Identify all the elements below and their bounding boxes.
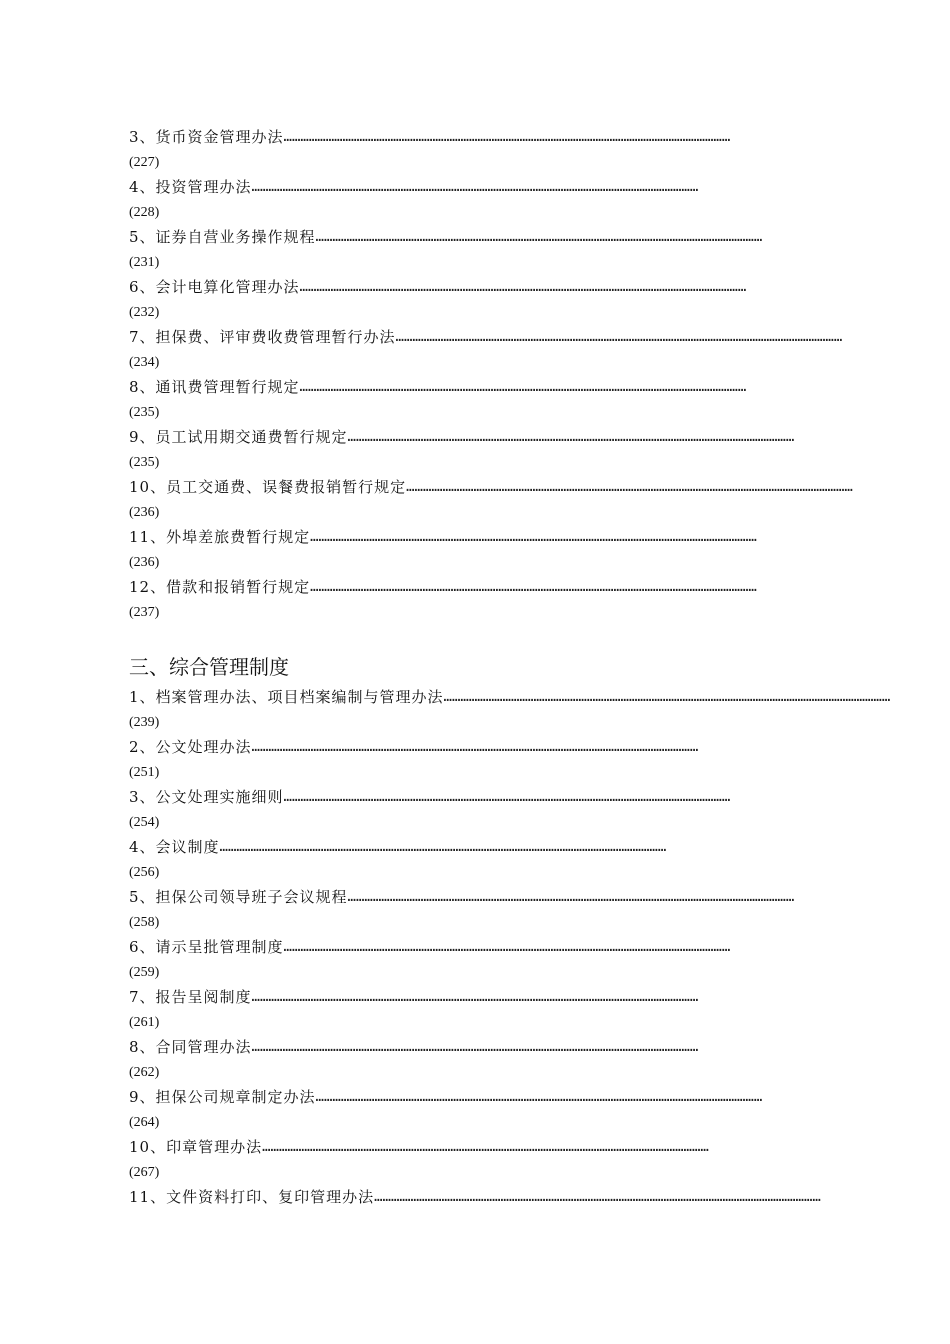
- toc-entry[interactable]: [129, 935, 823, 985]
- toc-entry-title: 3、公文处理实施细则: [129, 788, 284, 806]
- toc-entry[interactable]: [129, 125, 823, 175]
- toc-entry-title: 4、会议制度: [129, 838, 220, 856]
- toc-entry[interactable]: [129, 425, 823, 475]
- toc-entry-title: 9、员工试用期交通费暂行规定: [129, 428, 348, 446]
- toc-group-general-management: [129, 685, 891, 1210]
- dot-leader: ……………………………………………………………………………………………………………………………………………: [315, 1089, 763, 1105]
- dot-leader: ……………………………………………………………………………………………………………………………………………: [347, 889, 795, 905]
- dot-leader: ……………………………………………………………………………………………………………………………………………: [315, 229, 763, 245]
- toc-entry-page: (234): [129, 355, 160, 370]
- toc-entry-title: 8、通讯费管理暂行规定: [129, 378, 300, 396]
- toc-group-finance: [129, 125, 853, 625]
- dot-leader: ……………………………………………………………………………………………………………………………………………: [251, 1039, 699, 1055]
- toc-entry[interactable]: [129, 1035, 823, 1085]
- toc-entry-title: 11、外埠差旅费暂行规定: [129, 528, 311, 546]
- toc-entry-page: (228): [129, 205, 160, 220]
- toc-entry-title: 12、借款和报销暂行规定: [129, 578, 311, 596]
- toc-entry-page: (264): [129, 1115, 160, 1130]
- dot-leader: ……………………………………………………………………………………………………………………………………………: [299, 379, 747, 395]
- section-heading: 三、综合管理制度: [129, 655, 289, 679]
- toc-entry-title: 2、公文处理办法: [129, 738, 252, 756]
- dot-leader: ……………………………………………………………………………………………………………………………………………: [310, 529, 757, 545]
- toc-entry-page: (259): [129, 965, 160, 980]
- toc-entry-title: 8、合同管理办法: [129, 1038, 252, 1056]
- toc-entry-title: 4、投资管理办法: [129, 178, 252, 196]
- toc-entry[interactable]: [129, 475, 853, 525]
- dot-leader: ……………………………………………………………………………………………………………………………………………: [406, 479, 853, 495]
- dot-leader: ……………………………………………………………………………………………………………………………………………: [283, 789, 731, 805]
- dot-leader: ……………………………………………………………………………………………………………………………………………: [283, 129, 731, 145]
- toc-entry-page: (232): [129, 305, 160, 320]
- toc-entry-title: 11、文件资料打印、复印管理办法: [129, 1188, 375, 1206]
- toc-entry[interactable]: [129, 1085, 823, 1135]
- dot-leader: ……………………………………………………………………………………………………………………………………………: [251, 989, 699, 1005]
- toc-entry[interactable]: [129, 785, 823, 835]
- toc-entry[interactable]: [129, 735, 823, 785]
- toc-entry-title: 6、请示呈批管理制度: [129, 938, 284, 956]
- toc-entry-page: (237): [129, 605, 160, 620]
- toc-entry[interactable]: [129, 835, 823, 885]
- toc-entry-page: (236): [129, 505, 160, 520]
- dot-leader: ……………………………………………………………………………………………………………………………………………: [310, 579, 757, 595]
- toc-entry-title: 7、报告呈阅制度: [129, 988, 252, 1006]
- toc-entry-title: 9、担保公司规章制定办法: [129, 1088, 316, 1106]
- dot-leader: ……………………………………………………………………………………………………………………………………………: [443, 689, 891, 705]
- toc-entry-page: (236): [129, 555, 160, 570]
- dot-leader: ……………………………………………………………………………………………………………………………………………: [299, 279, 747, 295]
- toc-entry-title: 7、担保费、评审费收费管理暂行办法: [129, 328, 396, 346]
- toc-entry-title: 6、会计电算化管理办法: [129, 278, 300, 296]
- toc-entry-title: 10、员工交通费、误餐费报销暂行规定: [129, 478, 407, 496]
- toc-entry-page: (239): [129, 715, 160, 730]
- toc-entry-page: (262): [129, 1065, 160, 1080]
- toc-entry-page: (231): [129, 255, 160, 270]
- dot-leader: ……………………………………………………………………………………………………………………………………………: [395, 329, 843, 345]
- dot-leader: ……………………………………………………………………………………………………………………………………………: [251, 739, 699, 755]
- toc-entry[interactable]: [129, 885, 823, 935]
- toc-entry[interactable]: [129, 275, 823, 325]
- toc-entry-page: (267): [129, 1165, 160, 1180]
- toc-entry[interactable]: [129, 325, 843, 375]
- dot-leader: ……………………………………………………………………………………………………………………………………………: [219, 839, 667, 855]
- toc-entry-page: (256): [129, 865, 160, 880]
- toc-entry-page: (258): [129, 915, 160, 930]
- toc-entry[interactable]: [129, 375, 823, 425]
- toc-entry-page: (235): [129, 455, 160, 470]
- dot-leader: ……………………………………………………………………………………………………………………………………………: [347, 429, 795, 445]
- toc-entry[interactable]: [129, 1185, 823, 1210]
- dot-leader: ……………………………………………………………………………………………………………………………………………: [283, 939, 731, 955]
- toc-entry[interactable]: [129, 225, 823, 275]
- toc-entry-title: 5、担保公司领导班子会议规程: [129, 888, 348, 906]
- toc-entry-title: 3、货币资金管理办法: [129, 128, 284, 146]
- section-spacer: [129, 625, 823, 649]
- dot-leader: ……………………………………………………………………………………………………………………………………………: [374, 1189, 821, 1205]
- toc-entry[interactable]: [129, 985, 823, 1035]
- toc-entry[interactable]: [129, 175, 823, 225]
- toc-entry-page: (227): [129, 155, 160, 170]
- toc-entry-page: (235): [129, 405, 160, 420]
- toc-page: [129, 125, 891, 1210]
- toc-entry[interactable]: [129, 575, 823, 625]
- toc-entry-title: 10、印章管理办法: [129, 1138, 263, 1156]
- toc-entry-title: 5、证券自营业务操作规程: [129, 228, 316, 246]
- toc-entry-page: (261): [129, 1015, 160, 1030]
- dot-leader: ……………………………………………………………………………………………………………………………………………: [262, 1139, 709, 1155]
- toc-entry[interactable]: [129, 1135, 823, 1185]
- toc-entry-title: 1、档案管理办法、项目档案编制与管理办法: [129, 688, 444, 706]
- toc-entry-page: (251): [129, 765, 160, 780]
- toc-entry[interactable]: [129, 525, 823, 575]
- toc-entry-page: (254): [129, 815, 160, 830]
- dot-leader: ……………………………………………………………………………………………………………………………………………: [251, 179, 699, 195]
- toc-entry[interactable]: [129, 685, 891, 735]
